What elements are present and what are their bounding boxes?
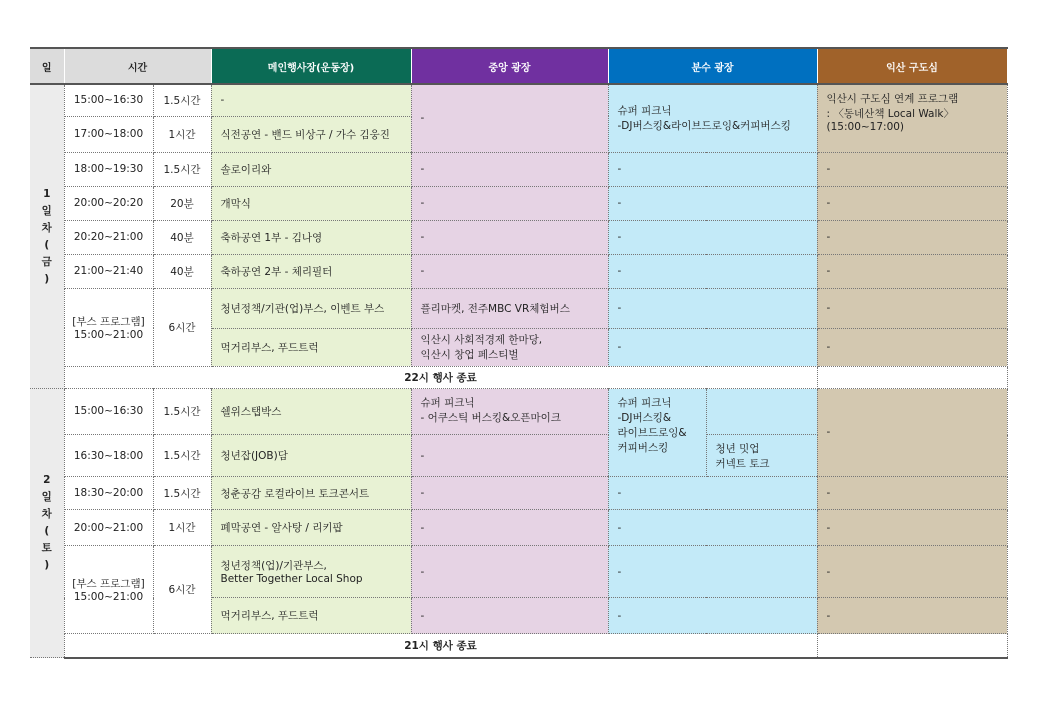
old-downtown-cell: - [817, 220, 1007, 254]
central-plaza-cell: - [411, 510, 608, 546]
central-plaza-cell: - [411, 598, 608, 634]
main-venue-cell: 먹거리부스, 푸드트럭 [211, 328, 411, 366]
fountain-plaza-cell: - [608, 510, 817, 546]
day2-end-text: 21시 행사 종료 [64, 634, 817, 658]
time-cell: 20:00~20:20 [64, 186, 153, 220]
day2-row-4 [30, 510, 1007, 546]
fountain-plaza-cell: 슈퍼 피크닉 -DJ버스킹&라이브드로잉&커피버스킹 [608, 84, 817, 152]
fountain-plaza-cell-a: 슈퍼 피크닉 -DJ버스킹& 라이브드로잉& 커피버스킹 [608, 389, 706, 477]
booth-duration-cell: 6시간 [153, 546, 211, 634]
day2-row-1 [30, 389, 1007, 435]
day1-label: 1 일 차 ( 금 ) [30, 84, 64, 389]
main-venue-cell: 식전공연 - 밴드 비상구 / 가수 김웅진 [211, 116, 411, 152]
main-venue-cell: 솔로이리와 [211, 152, 411, 186]
central-plaza-cell: - [411, 152, 608, 186]
duration-cell: 40분 [153, 254, 211, 288]
fountain-plaza-cell: - [608, 220, 817, 254]
day2-row-3 [30, 477, 1007, 510]
fountain-plaza-blank [706, 389, 817, 435]
central-plaza-cell: - [411, 546, 608, 598]
booth-time-cell: [부스 프로그램] 15:00~21:00 [64, 288, 153, 366]
fountain-plaza-cell: - [608, 254, 817, 288]
day1-row-1 [30, 84, 1007, 116]
main-venue-cell: 개막식 [211, 186, 411, 220]
day1-row-3 [30, 152, 1007, 186]
main-venue-cell: 폐막공연 - 알사탕 / 리키팝 [211, 510, 411, 546]
duration-cell: 1시간 [153, 116, 211, 152]
header-day: 일 [30, 48, 64, 84]
fountain-plaza-cell: - [608, 186, 817, 220]
main-venue-cell: 청년정책/기관(업)부스, 이벤트 부스 [211, 288, 411, 328]
header-old-downtown: 익산 구도심 [817, 48, 1007, 84]
central-plaza-cell: 슈퍼 피크닉 - 어쿠스틱 버스킹&오픈마이크 [411, 389, 608, 435]
central-plaza-cell: - [411, 435, 608, 477]
old-downtown-cell: 익산시 구도심 연계 프로그램 : 〈동네산책 Local Walk〉 (15:00~17:00) [817, 84, 1007, 152]
header-fountain-plaza: 분수 광장 [608, 48, 817, 84]
old-downtown-cell: - [817, 546, 1007, 598]
duration-cell: 1.5시간 [153, 152, 211, 186]
fountain-plaza-cell: - [608, 288, 817, 328]
duration-cell: 1.5시간 [153, 389, 211, 435]
old-downtown-cell: - [817, 510, 1007, 546]
main-venue-cell: 쉘위스탭박스 [211, 389, 411, 435]
duration-cell: 1.5시간 [153, 435, 211, 477]
main-venue-cell: 축하공연 1부 - 김나영 [211, 220, 411, 254]
old-downtown-cell: - [817, 389, 1007, 477]
central-plaza-cell: - [411, 186, 608, 220]
main-venue-cell: 먹거리부스, 푸드트럭 [211, 598, 411, 634]
time-cell: 18:00~19:30 [64, 152, 153, 186]
day2-label: 2 일 차 ( 토 ) [30, 389, 64, 658]
time-cell: 20:00~21:00 [64, 510, 153, 546]
day1-end-text: 22시 행사 종료 [64, 366, 817, 388]
central-plaza-cell: - [411, 84, 608, 152]
day2-end-row [30, 634, 1007, 658]
duration-cell: 1.5시간 [153, 84, 211, 116]
fountain-plaza-cell: - [608, 152, 817, 186]
central-plaza-cell: - [411, 254, 608, 288]
old-downtown-cell: - [817, 328, 1007, 366]
duration-cell: 1시간 [153, 510, 211, 546]
booth-time-cell: [부스 프로그램] 15:00~21:00 [64, 546, 153, 634]
time-cell: 15:00~16:30 [64, 389, 153, 435]
day1-row-6 [30, 254, 1007, 288]
old-downtown-cell: - [817, 598, 1007, 634]
header-main-venue: 메인행사장(운동장) [211, 48, 411, 84]
duration-cell: 40분 [153, 220, 211, 254]
duration-cell: 20분 [153, 186, 211, 220]
main-venue-cell: 청춘공감 로컬라이브 토크콘서트 [211, 477, 411, 510]
header-time: 시간 [64, 48, 211, 84]
booth-duration-cell: 6시간 [153, 288, 211, 366]
fountain-plaza-cell-b: 청년 밋업 커넥트 토크 [706, 435, 817, 477]
central-plaza-cell: 플리마켓, 전주MBC VR체험버스 [411, 288, 608, 328]
header-row [30, 48, 1007, 84]
old-downtown-cell: - [817, 152, 1007, 186]
header-central-plaza: 중앙 광장 [411, 48, 608, 84]
old-downtown-cell: - [817, 288, 1007, 328]
fountain-plaza-cell: - [608, 546, 817, 598]
main-venue-cell: 청년잡(JOB)담 [211, 435, 411, 477]
duration-cell: 1.5시간 [153, 477, 211, 510]
time-cell: 21:00~21:40 [64, 254, 153, 288]
time-cell: 15:00~16:30 [64, 84, 153, 116]
old-downtown-cell: - [817, 477, 1007, 510]
time-cell: 16:30~18:00 [64, 435, 153, 477]
day1-end-row [30, 366, 1007, 388]
blank-cell [817, 634, 1007, 658]
central-plaza-cell: - [411, 220, 608, 254]
main-venue-cell: 청년정책(업)/기관부스, Better Together Local Shop [211, 546, 411, 598]
fountain-plaza-cell: - [608, 598, 817, 634]
main-venue-cell: 축하공연 2부 - 체리필터 [211, 254, 411, 288]
day1-row-4 [30, 186, 1007, 220]
fountain-plaza-cell: - [608, 328, 817, 366]
old-downtown-cell: - [817, 186, 1007, 220]
time-cell: 18:30~20:00 [64, 477, 153, 510]
main-venue-cell: - [211, 84, 411, 116]
central-plaza-cell: - [411, 477, 608, 510]
day1-booth-row-1 [30, 288, 1007, 328]
central-plaza-cell: 익산시 사회적경제 한마당, 익산시 창업 페스티벌 [411, 328, 608, 366]
blank-cell [817, 366, 1007, 388]
fountain-plaza-cell: - [608, 477, 817, 510]
time-cell: 20:20~21:00 [64, 220, 153, 254]
time-cell: 17:00~18:00 [64, 116, 153, 152]
day2-booth-row-1 [30, 546, 1007, 598]
old-downtown-cell: - [817, 254, 1007, 288]
festival-schedule-table [30, 47, 1008, 659]
day1-row-5 [30, 220, 1007, 254]
